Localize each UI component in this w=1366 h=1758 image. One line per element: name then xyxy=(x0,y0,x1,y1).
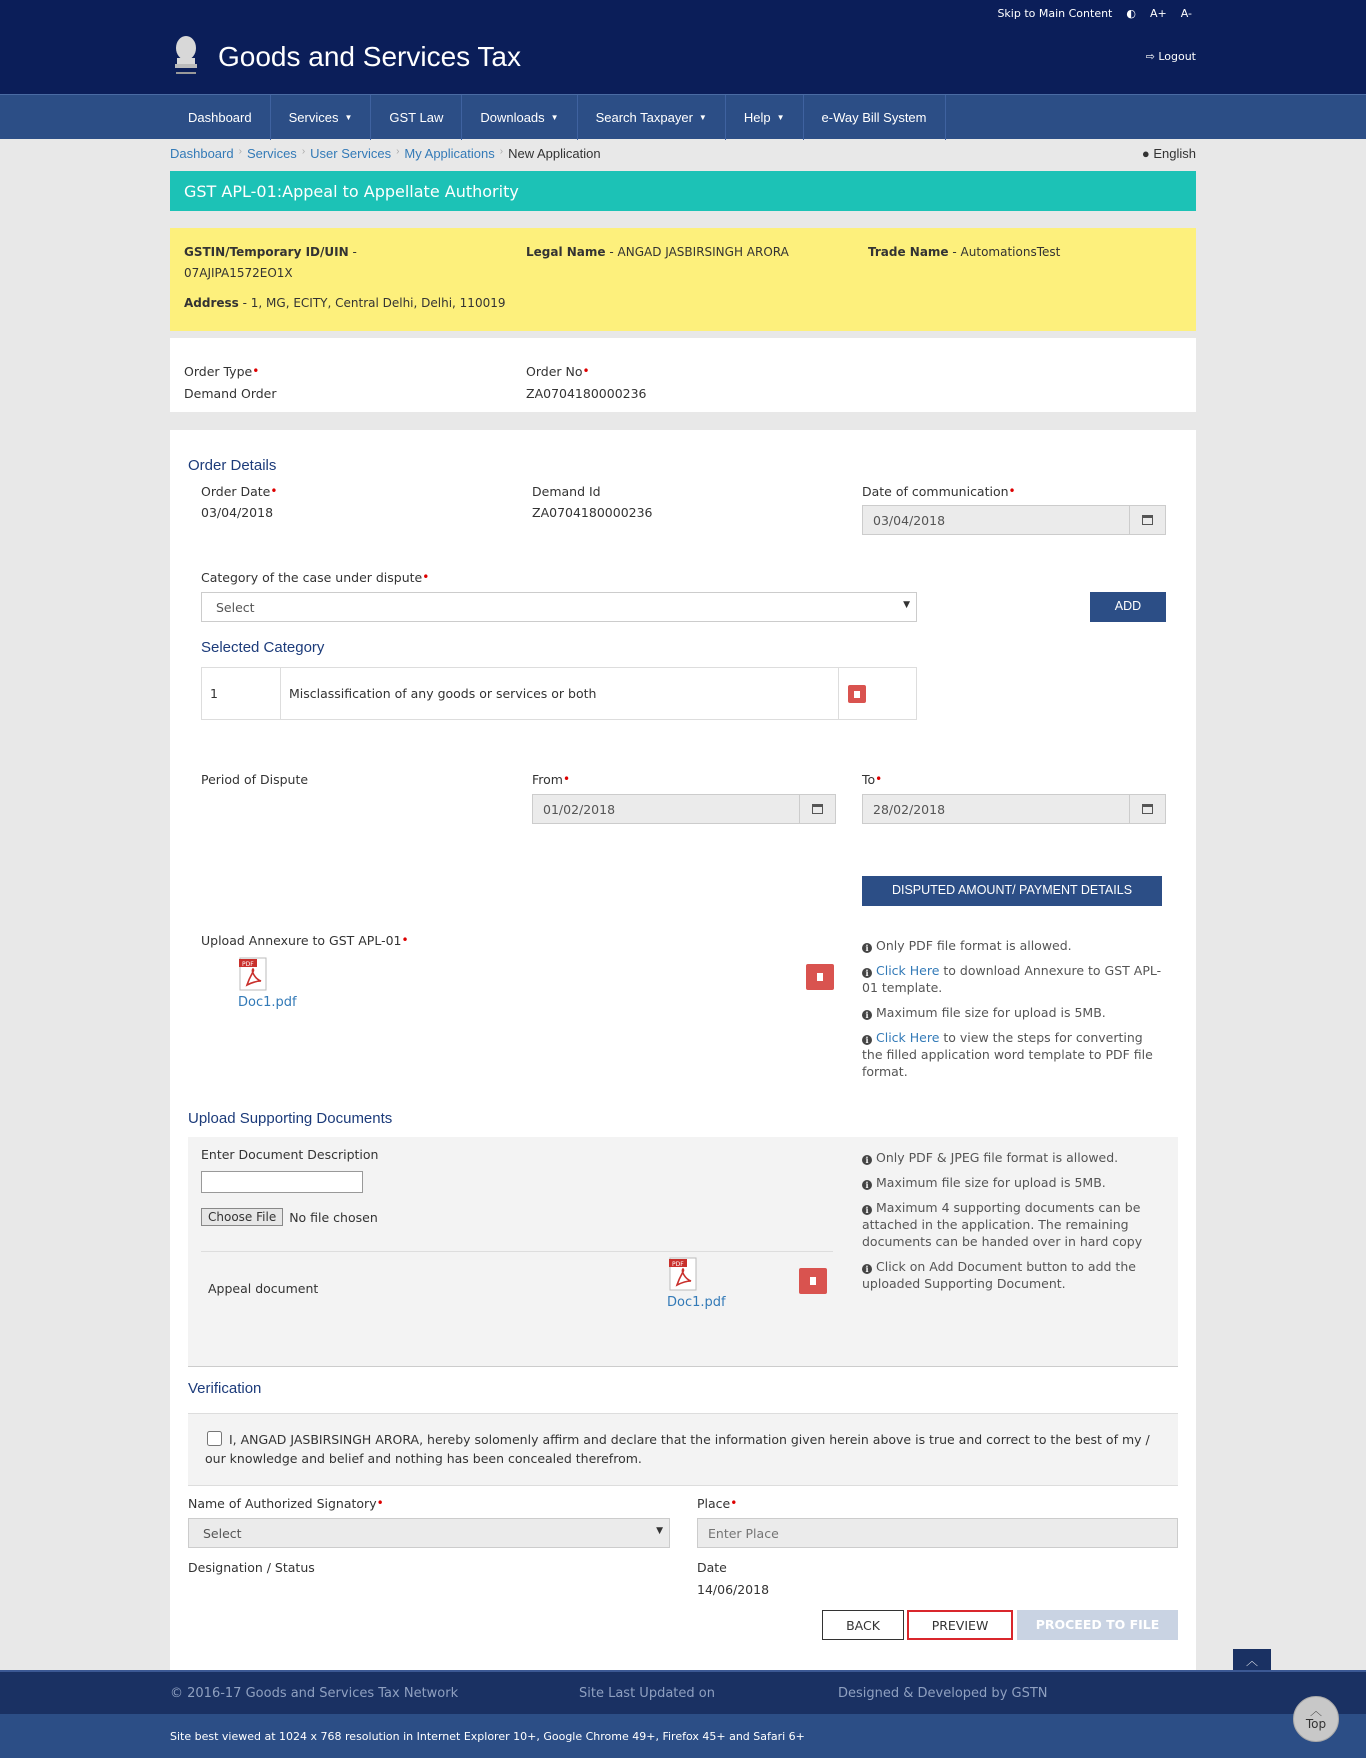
scroll-up-tab[interactable] xyxy=(1233,1649,1271,1671)
breadcrumb-services[interactable]: Services xyxy=(246,146,297,161)
page-title: GST APL-01:Appeal to Appellate Authority xyxy=(170,171,1196,211)
doc-description-label: Enter Document Description xyxy=(201,1147,379,1162)
breadcrumb-current: New Application xyxy=(508,146,601,161)
proceed-to-file-button[interactable]: PROCEED TO FILE xyxy=(1017,1610,1178,1640)
order-type-value: Demand Order xyxy=(184,386,277,401)
trade-name-value: AutomationsTest xyxy=(960,245,1061,259)
nav-item-eway-bill[interactable]: e-Way Bill System xyxy=(804,95,946,140)
legal-name-label: Legal Name xyxy=(526,245,606,259)
designation-label: Designation / Status xyxy=(188,1560,315,1575)
conversion-steps-link[interactable]: Click Here xyxy=(876,1030,940,1045)
signatory-label: Name of Authorized Signatory xyxy=(188,1496,377,1511)
calendar-icon[interactable] xyxy=(1129,795,1165,823)
caret-down-icon: ▼ xyxy=(344,113,353,122)
date-label: Date xyxy=(697,1560,727,1575)
date-value: 14/06/2018 xyxy=(697,1582,770,1597)
site-title[interactable]: Goods and Services Tax xyxy=(218,41,521,72)
delete-supporting-doc-button[interactable] xyxy=(799,1268,827,1294)
order-info-panel: Order Type• Demand Order Order No• ZA0704180000236 xyxy=(170,338,1196,412)
caret-down-icon: ▼ xyxy=(698,113,707,122)
file-status-text: No file chosen xyxy=(289,1209,378,1225)
nav-item-downloads[interactable]: Downloads ▼ xyxy=(462,95,577,140)
info-icon: i xyxy=(862,1180,872,1190)
delete-annexure-button[interactable] xyxy=(806,964,834,990)
order-type-label: Order Type xyxy=(184,364,253,379)
nav-item-dashboard[interactable]: Dashboard xyxy=(170,95,271,140)
caret-down-icon: ▼ xyxy=(903,600,910,610)
info-text: Click on Add Document button to add the uploaded Supporting Document. xyxy=(862,1259,1136,1291)
info-icon: i xyxy=(862,1205,872,1215)
info-icon: i xyxy=(862,1155,872,1165)
emblem-logo xyxy=(168,32,204,86)
main-nav xyxy=(0,94,1366,139)
to-date-field[interactable]: 28/02/2018 xyxy=(862,794,1166,824)
pdf-file-icon xyxy=(669,1257,697,1291)
main-form-panel: Order Details Order Date• 03/04/2018 Demand Id ZA0704180000236 Date of communication• 03/04/2018 Category of the case under dispute• Select ▼ ADD Selected Category 1 Misclassification of any goods or services or both Period of Dispute From• 01/02/2018 To• 28/02/2018 DISPUTED AMOUNT/ PAYMENT DETAILS Upload Annexure to GST APL-01• PDF Doc1.pdf i Only PDF file format is allowed. i Click Here to download Annexure to GST APL-01 template. i Maximum file size for upload is 5MB. i Click Here to view the steps for converting the filled application word template to PDF file format. Upload Supporting Documents Enter Document Description Choose File No file chosen Appeal document PDF Doc1.pdf i Only PDF & JPEG file format is allowed. i Maximum file size for upload is 5MB. i Maximum 4 supporting documents can be attached in the application. The remaining documents can be handed over in hard copy i Click on Add Document button to add the uploaded Supporting Document. Verification I, ANGAD JASBIRSINGH ARORA, hereby solomenly affirm and declare that the information given herein above is true and correct to the best of my / our knowledge and belief and nothing has been concealed therefrom. Name of Authorized Signatory• Select ▼ Place• Enter Place Designation / Status Date 14/06/2018 BACK PREVIEW PROCEED TO FILE xyxy=(170,430,1196,1670)
footer-last-updated: Site Last Updated on xyxy=(579,1686,715,1701)
contrast-icon[interactable]: ◐ xyxy=(1126,7,1136,20)
info-icon: i xyxy=(862,943,872,953)
doc-description-input[interactable] xyxy=(201,1171,363,1193)
trade-name-label: Trade Name xyxy=(868,245,949,259)
chevron-up-icon: ︿ xyxy=(1309,1704,1322,1718)
place-label: Place xyxy=(697,1496,731,1511)
period-of-dispute-label: Period of Dispute xyxy=(201,772,309,787)
breadcrumb-user-services[interactable]: User Services xyxy=(310,146,392,161)
info-text: Maximum file size for upload is 5MB. xyxy=(876,1005,1106,1020)
verification-statement: I, ANGAD JASBIRSINGH ARORA, hereby solomenly affirm and declare that the information given herein above is true and correct to the best of my / our knowledge and belief and nothing has been concealed therefrom. xyxy=(205,1432,1150,1466)
caret-down-icon: ▼ xyxy=(656,1526,663,1536)
address-label: Address xyxy=(184,296,239,310)
font-increase-button[interactable]: A+ xyxy=(1149,7,1167,20)
category-label: Category of the case under dispute xyxy=(201,570,423,585)
info-icon: i xyxy=(862,1035,872,1045)
category-row-number: 1 xyxy=(202,668,281,719)
from-date-field[interactable]: 01/02/2018 xyxy=(532,794,836,824)
caret-down-icon: ▼ xyxy=(776,113,785,122)
gstin-value: 07AJIPA1572EO1X xyxy=(184,266,293,280)
order-no-label: Order No xyxy=(526,364,583,379)
supporting-docs-title: Upload Supporting Documents xyxy=(188,1110,393,1127)
nav-item-search-taxpayer[interactable]: Search Taxpayer ▼ xyxy=(578,95,726,140)
appeal-document-file-link[interactable]: Doc1.pdf xyxy=(667,1295,726,1310)
calendar-icon[interactable] xyxy=(1129,506,1165,534)
back-to-top-label: Top xyxy=(1305,1717,1327,1731)
info-text: Maximum file size for upload is 5MB. xyxy=(876,1175,1106,1190)
download-template-link[interactable]: Click Here xyxy=(876,963,940,978)
footer-designed-by: Designed & Developed by GSTN xyxy=(838,1686,1048,1701)
table-row xyxy=(202,668,916,719)
verification-box xyxy=(188,1413,1178,1486)
info-icon: i xyxy=(862,1264,872,1274)
annexure-info xyxy=(862,937,1162,1088)
to-label: To xyxy=(862,772,876,787)
order-no-value: ZA0704180000236 xyxy=(526,386,647,401)
info-text: to download Annexure to GST APL-01 template. xyxy=(862,963,1162,995)
caret-down-icon: ▼ xyxy=(550,113,559,122)
breadcrumb-dashboard[interactable]: Dashboard xyxy=(170,146,234,161)
nav-item-services[interactable]: Services ▼ xyxy=(271,95,372,140)
back-button[interactable]: BACK xyxy=(822,1610,904,1640)
address-value: 1, MG, ECITY, Central Delhi, Delhi, 110019 xyxy=(250,296,506,310)
place-input[interactable] xyxy=(697,1518,1178,1548)
communication-date-label: Date of communication xyxy=(862,484,1009,499)
taxpayer-info-panel: GSTIN/Temporary ID/UIN - 07AJIPA1572EO1X Legal Name - ANGAD JASBIRSINGH ARORA Trade Name - AutomationsTest Address - 1, MG, ECITY, Central Delhi, Delhi, 110019 xyxy=(170,228,1196,331)
gstin-label: GSTIN/Temporary ID/UIN xyxy=(184,245,349,259)
signatory-select[interactable]: Select ▼ xyxy=(188,1518,670,1548)
demand-id-value: ZA0704180000236 xyxy=(532,505,653,520)
info-text: Maximum 4 supporting documents can be attached in the application. The remaining documents can be handed over in hard copy xyxy=(862,1200,1143,1249)
skip-to-main-link[interactable]: Skip to Main Content xyxy=(997,7,1113,20)
footer-copyright: © 2016-17 Goods and Services Tax Network xyxy=(170,1686,459,1701)
demand-id-label: Demand Id xyxy=(532,484,601,499)
breadcrumb-my-applications[interactable]: My Applications xyxy=(404,146,495,161)
info-icon: i xyxy=(862,968,872,978)
order-details-title: Order Details xyxy=(188,457,277,474)
category-select[interactable]: Select ▼ xyxy=(201,592,917,622)
order-date-value: 03/04/2018 xyxy=(201,505,274,520)
chevron-up-icon: ︿ xyxy=(1245,1654,1258,1668)
info-text: Only PDF file format is allowed. xyxy=(876,938,1072,953)
logout-link[interactable] xyxy=(1146,50,1196,63)
logout-label: Logout xyxy=(1158,50,1196,63)
utility-bar xyxy=(0,0,1366,28)
logout-icon: ⇨ xyxy=(1145,50,1159,63)
info-text: to view the steps for converting the filled application word template to PDF file format. xyxy=(862,1030,1153,1079)
nav-item-gst-law[interactable]: GST Law xyxy=(371,95,462,140)
annexure-label: Upload Annexure to GST APL-01 xyxy=(201,933,402,948)
supporting-docs-info xyxy=(862,1149,1152,1300)
trash-icon xyxy=(810,1277,816,1285)
selected-category-title: Selected Category xyxy=(201,639,325,656)
legal-name-value: ANGAD JASBIRSINGH ARORA xyxy=(617,245,789,259)
footer-best-viewed: Site best viewed at 1024 x 768 resolution in Internet Explorer 10+, Google Chrome 49+, Firefox 45+ and Safari 6+ xyxy=(170,1730,805,1743)
from-label: From xyxy=(532,772,563,787)
calendar-icon[interactable] xyxy=(799,795,835,823)
pdf-file-icon xyxy=(239,957,267,991)
site-header xyxy=(0,28,1366,94)
category-row-text: Misclassification of any goods or services or both xyxy=(281,668,839,719)
trash-icon xyxy=(817,973,823,981)
back-to-top-button[interactable] xyxy=(1293,1696,1339,1742)
appeal-document-name: Appeal document xyxy=(208,1281,319,1296)
svg-text:PDF: PDF xyxy=(672,1261,684,1268)
nav-item-help[interactable]: Help ▼ xyxy=(726,95,804,140)
add-category-button[interactable]: ADD xyxy=(1090,592,1166,622)
verification-title: Verification xyxy=(188,1380,262,1397)
supporting-docs-panel xyxy=(188,1137,1178,1367)
trash-icon xyxy=(854,691,860,698)
disputed-amount-button[interactable]: DISPUTED AMOUNT/ PAYMENT DETAILS xyxy=(862,876,1162,906)
footer-main xyxy=(0,1670,1366,1714)
delete-category-button[interactable] xyxy=(848,685,866,703)
communication-date-field[interactable]: 03/04/2018 xyxy=(862,505,1166,535)
globe-icon: ● xyxy=(1141,146,1150,161)
breadcrumb: Dashboard › Services › User Services › My Applications › New Application xyxy=(170,146,601,161)
preview-button[interactable]: PREVIEW xyxy=(907,1610,1013,1640)
choose-file-button[interactable]: Choose File xyxy=(201,1208,283,1226)
order-date-label: Order Date xyxy=(201,484,271,499)
font-decrease-button[interactable]: A- xyxy=(1180,7,1192,20)
info-icon: i xyxy=(862,1010,872,1020)
selected-category-table xyxy=(201,667,917,720)
annexure-file-link[interactable]: Doc1.pdf xyxy=(238,995,297,1010)
footer-bottom xyxy=(0,1714,1366,1758)
language-selector[interactable]: ● English xyxy=(1141,146,1196,161)
info-text: Only PDF & JPEG file format is allowed. xyxy=(876,1150,1119,1165)
svg-text:PDF: PDF xyxy=(242,961,254,968)
